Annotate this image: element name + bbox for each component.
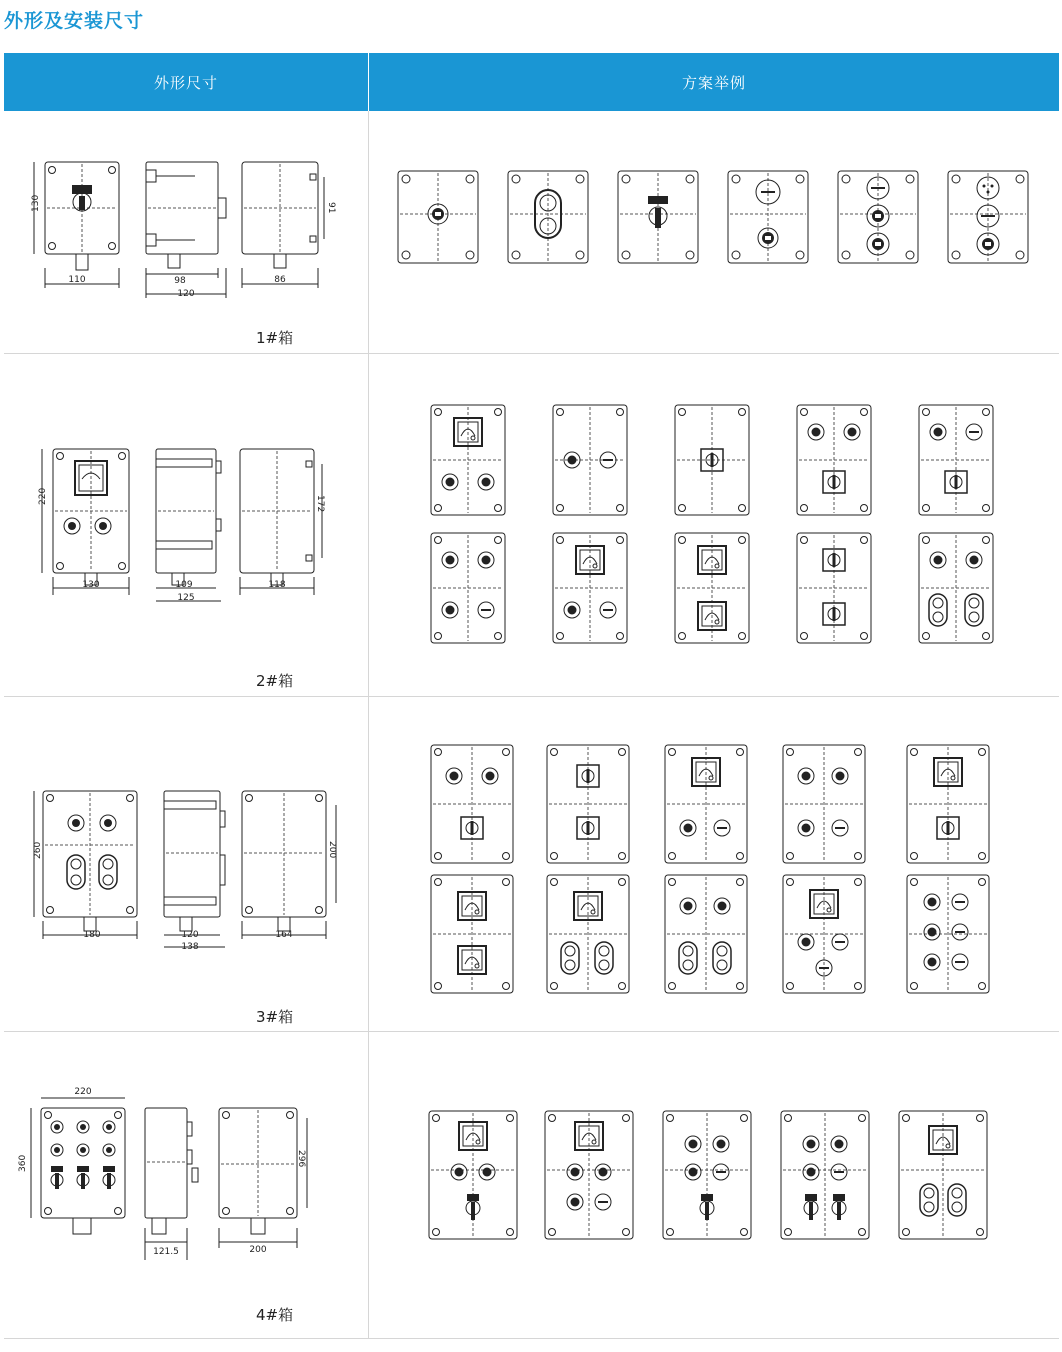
dim-side-in: 109 [175,580,193,590]
column-divider [368,111,369,1339]
dim-back-w: 86 [274,275,286,285]
row4-examples [426,1108,1062,1248]
example-panel [618,171,698,263]
dim-front-w: 220 [74,1087,92,1097]
box-label-4: 4#箱 [256,1306,294,1324]
box3-side-view [160,785,240,955]
dim-front-h: 220 [38,487,48,505]
dim-front-w: 180 [83,930,101,940]
dim-back-w: 200 [249,1245,267,1255]
row-divider [4,696,1059,697]
row-divider [4,353,1059,354]
dim-back-h: 296 [296,1150,306,1168]
row-divider [4,1031,1059,1032]
row2-examples [428,402,1062,652]
box2-front-view [30,445,130,595]
box2-side-view [150,445,240,605]
dim-front-h: 130 [31,194,41,212]
box3-back-view [238,785,348,945]
dim-back-h: 172 [315,495,325,513]
dim-side-out: 138 [181,942,199,952]
box3-front-view [30,785,140,945]
example-panel [508,171,588,263]
example-panel [948,171,1028,263]
column-header-dimensions: 外形尺寸 [4,53,368,111]
box4-side-view [140,1100,215,1280]
dim-front-h: 360 [18,1154,28,1172]
dim-back-w: 118 [268,580,286,590]
dim-front-w: 130 [82,580,100,590]
dim-front-w: 110 [68,275,86,285]
dim-side-in: 121.5 [153,1247,179,1257]
row3-examples [428,742,1062,1002]
box-label-1: 1#箱 [256,329,294,347]
box-label-2: 2#箱 [256,672,294,690]
box4-front-view [15,1080,130,1240]
box1-side-view [140,150,235,299]
row-divider [4,1338,1059,1339]
box2-back-view [238,445,338,595]
box-label-3: 3#箱 [256,1008,294,1026]
page-title: 外形及安装尺寸 [4,10,145,32]
box1-back-view [238,150,338,290]
example-panel [838,171,918,263]
dim-side-out: 125 [177,593,195,603]
row1-examples [395,168,1062,268]
dim-side-in: 98 [174,276,186,286]
example-panel [728,171,808,263]
dim-back-h: 91 [326,202,336,214]
dim-back-w: 164 [275,930,293,940]
dim-side-out: 120 [177,289,195,299]
box4-back-view [215,1100,325,1260]
example-panel [398,171,478,263]
column-header-examples: 方案举例 [369,53,1059,111]
dim-side-in: 120 [181,930,199,940]
box1-front-view [30,150,120,290]
dim-front-h: 260 [33,841,43,859]
dim-back-h: 200 [327,841,337,859]
